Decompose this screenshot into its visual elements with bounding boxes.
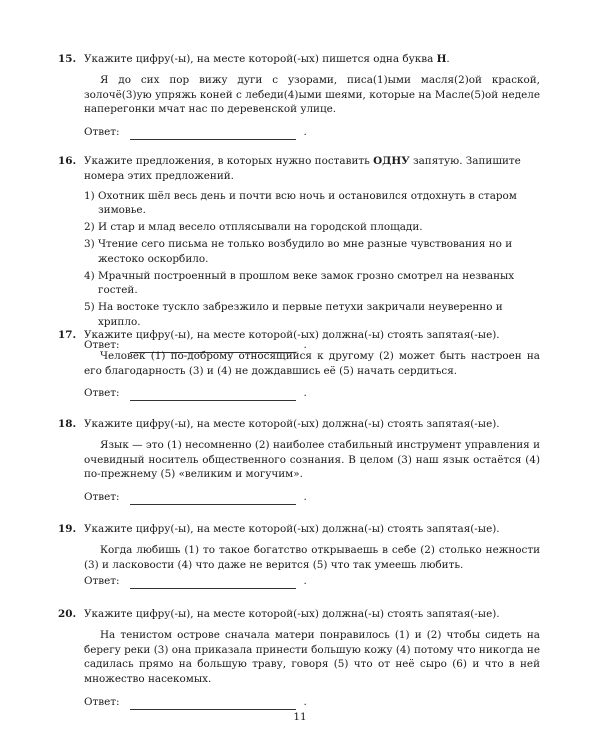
task-text: Когда любишь (1) то такое богатство открываешь в себе (2) столько нежности (3) и ласковости (4) что даже не верится (5) что так умеешь любить. xyxy=(84,543,540,571)
task-20 xyxy=(58,607,540,710)
task-number: 15. xyxy=(58,53,77,65)
task-16 xyxy=(58,154,540,353)
task-text: Человек (1) по-доброму относящийся к другому (2) может быть настроен на его благодарность (3) и (4) не дождавшись её (5) начать сердиться. xyxy=(84,349,540,377)
answer-row: Ответ: . xyxy=(84,126,307,139)
task-prompt: Укажите цифру(-ы), на месте которой(-ых) должна(-ы) стоять запятая(-ые). xyxy=(84,608,500,620)
task-prompt: Укажите цифру(-ы), на месте которой(-ых) пишется одна буква Н. xyxy=(84,53,450,65)
task-prompt: Укажите цифру(-ы), на месте которой(-ых) должна(-ы) стоять запятая(-ые). xyxy=(84,523,500,535)
task-prompt: Укажите цифру(-ы), на месте которой(-ых) должна(-ы) стоять запятая(-ые). xyxy=(84,418,500,430)
answer-row: Ответ: . xyxy=(84,338,307,351)
list-item: 5) На востоке тускло забрезжило и первые петухи закричали неуверенно и хрипло. xyxy=(84,301,503,328)
answer-label: Ответ: xyxy=(84,387,120,400)
answer-field[interactable] xyxy=(130,698,296,710)
list-item: 3) Чтение сего письма не только возбудило во мне разные чувствования но и жестоко оскорбило. xyxy=(84,237,513,265)
answer-field[interactable] xyxy=(130,389,296,401)
task-text: Язык — это (1) несомненно (2) наиболее стабильный инструмент управления и очевидный носитель общественного сознания. В целом (3) наш язык остаётся (4) по-прежнему (5) «великим и могучим». xyxy=(84,438,540,481)
task-18 xyxy=(58,417,540,505)
task-15 xyxy=(58,52,540,140)
list-item: 1) Охотник шёл весь день и почти всю ночь и остановился отдохнуть в старом зимовье. xyxy=(84,189,517,217)
task-number: 16. xyxy=(58,155,77,167)
task-prompt: Укажите предложения, в которых нужно поставить ОДНУ запятую. Запишите номера этих предложений. xyxy=(84,155,521,182)
list-item: 2) И стар и млад весело отплясывали на городской площади. xyxy=(84,221,423,234)
task-19 xyxy=(58,522,540,589)
task-text: Я до сих пор вижу дуги с узорами, писа(1)ыми масля(2)ой краской, золочё(3)ую упряжь коней с лебеди(4)ыми шеями, которые на Масле(5)ой неделе наперегонки мчат нас по деревенской улице. xyxy=(84,73,540,116)
task-number: 17. xyxy=(58,329,77,341)
task-number: 19. xyxy=(58,523,77,535)
answer-label: Ответ: xyxy=(84,695,120,708)
task-text: На тенистом острове сначала матери понравилось (1) и (2) чтобы сидеть на берегу реки (3) она приказала принести большую кожу (4) потому что никогда не садилась прямо на большую траву, говоря (5) что от неё сыро (6) и что в ней множество насекомых. xyxy=(84,628,540,686)
sentence-list xyxy=(84,189,540,330)
answer-field[interactable] xyxy=(130,493,296,505)
answer-field[interactable] xyxy=(130,577,296,589)
answer-row: Ответ: . xyxy=(84,491,307,504)
answer-row: Ответ: . xyxy=(84,387,307,400)
task-number: 20. xyxy=(58,608,77,620)
answer-row: Ответ: . xyxy=(84,575,307,588)
answer-label: Ответ: xyxy=(84,575,120,588)
task-17 xyxy=(58,328,540,401)
answer-label: Ответ: xyxy=(84,491,120,504)
task-number: 18. xyxy=(58,418,77,430)
task-prompt: Укажите цифру(-ы), на месте которой(-ых) должна(-ы) стоять запятая(-ые). xyxy=(84,329,500,341)
answer-row: Ответ: . xyxy=(84,695,307,708)
page-number: 11 xyxy=(293,711,307,723)
answer-label: Ответ: xyxy=(84,338,120,351)
answer-field[interactable] xyxy=(130,128,296,140)
answer-label: Ответ: xyxy=(84,126,120,139)
list-item: 4) Мрачный построенный в прошлом веке замок грозно смотрел на незваных гостей. xyxy=(84,269,515,297)
